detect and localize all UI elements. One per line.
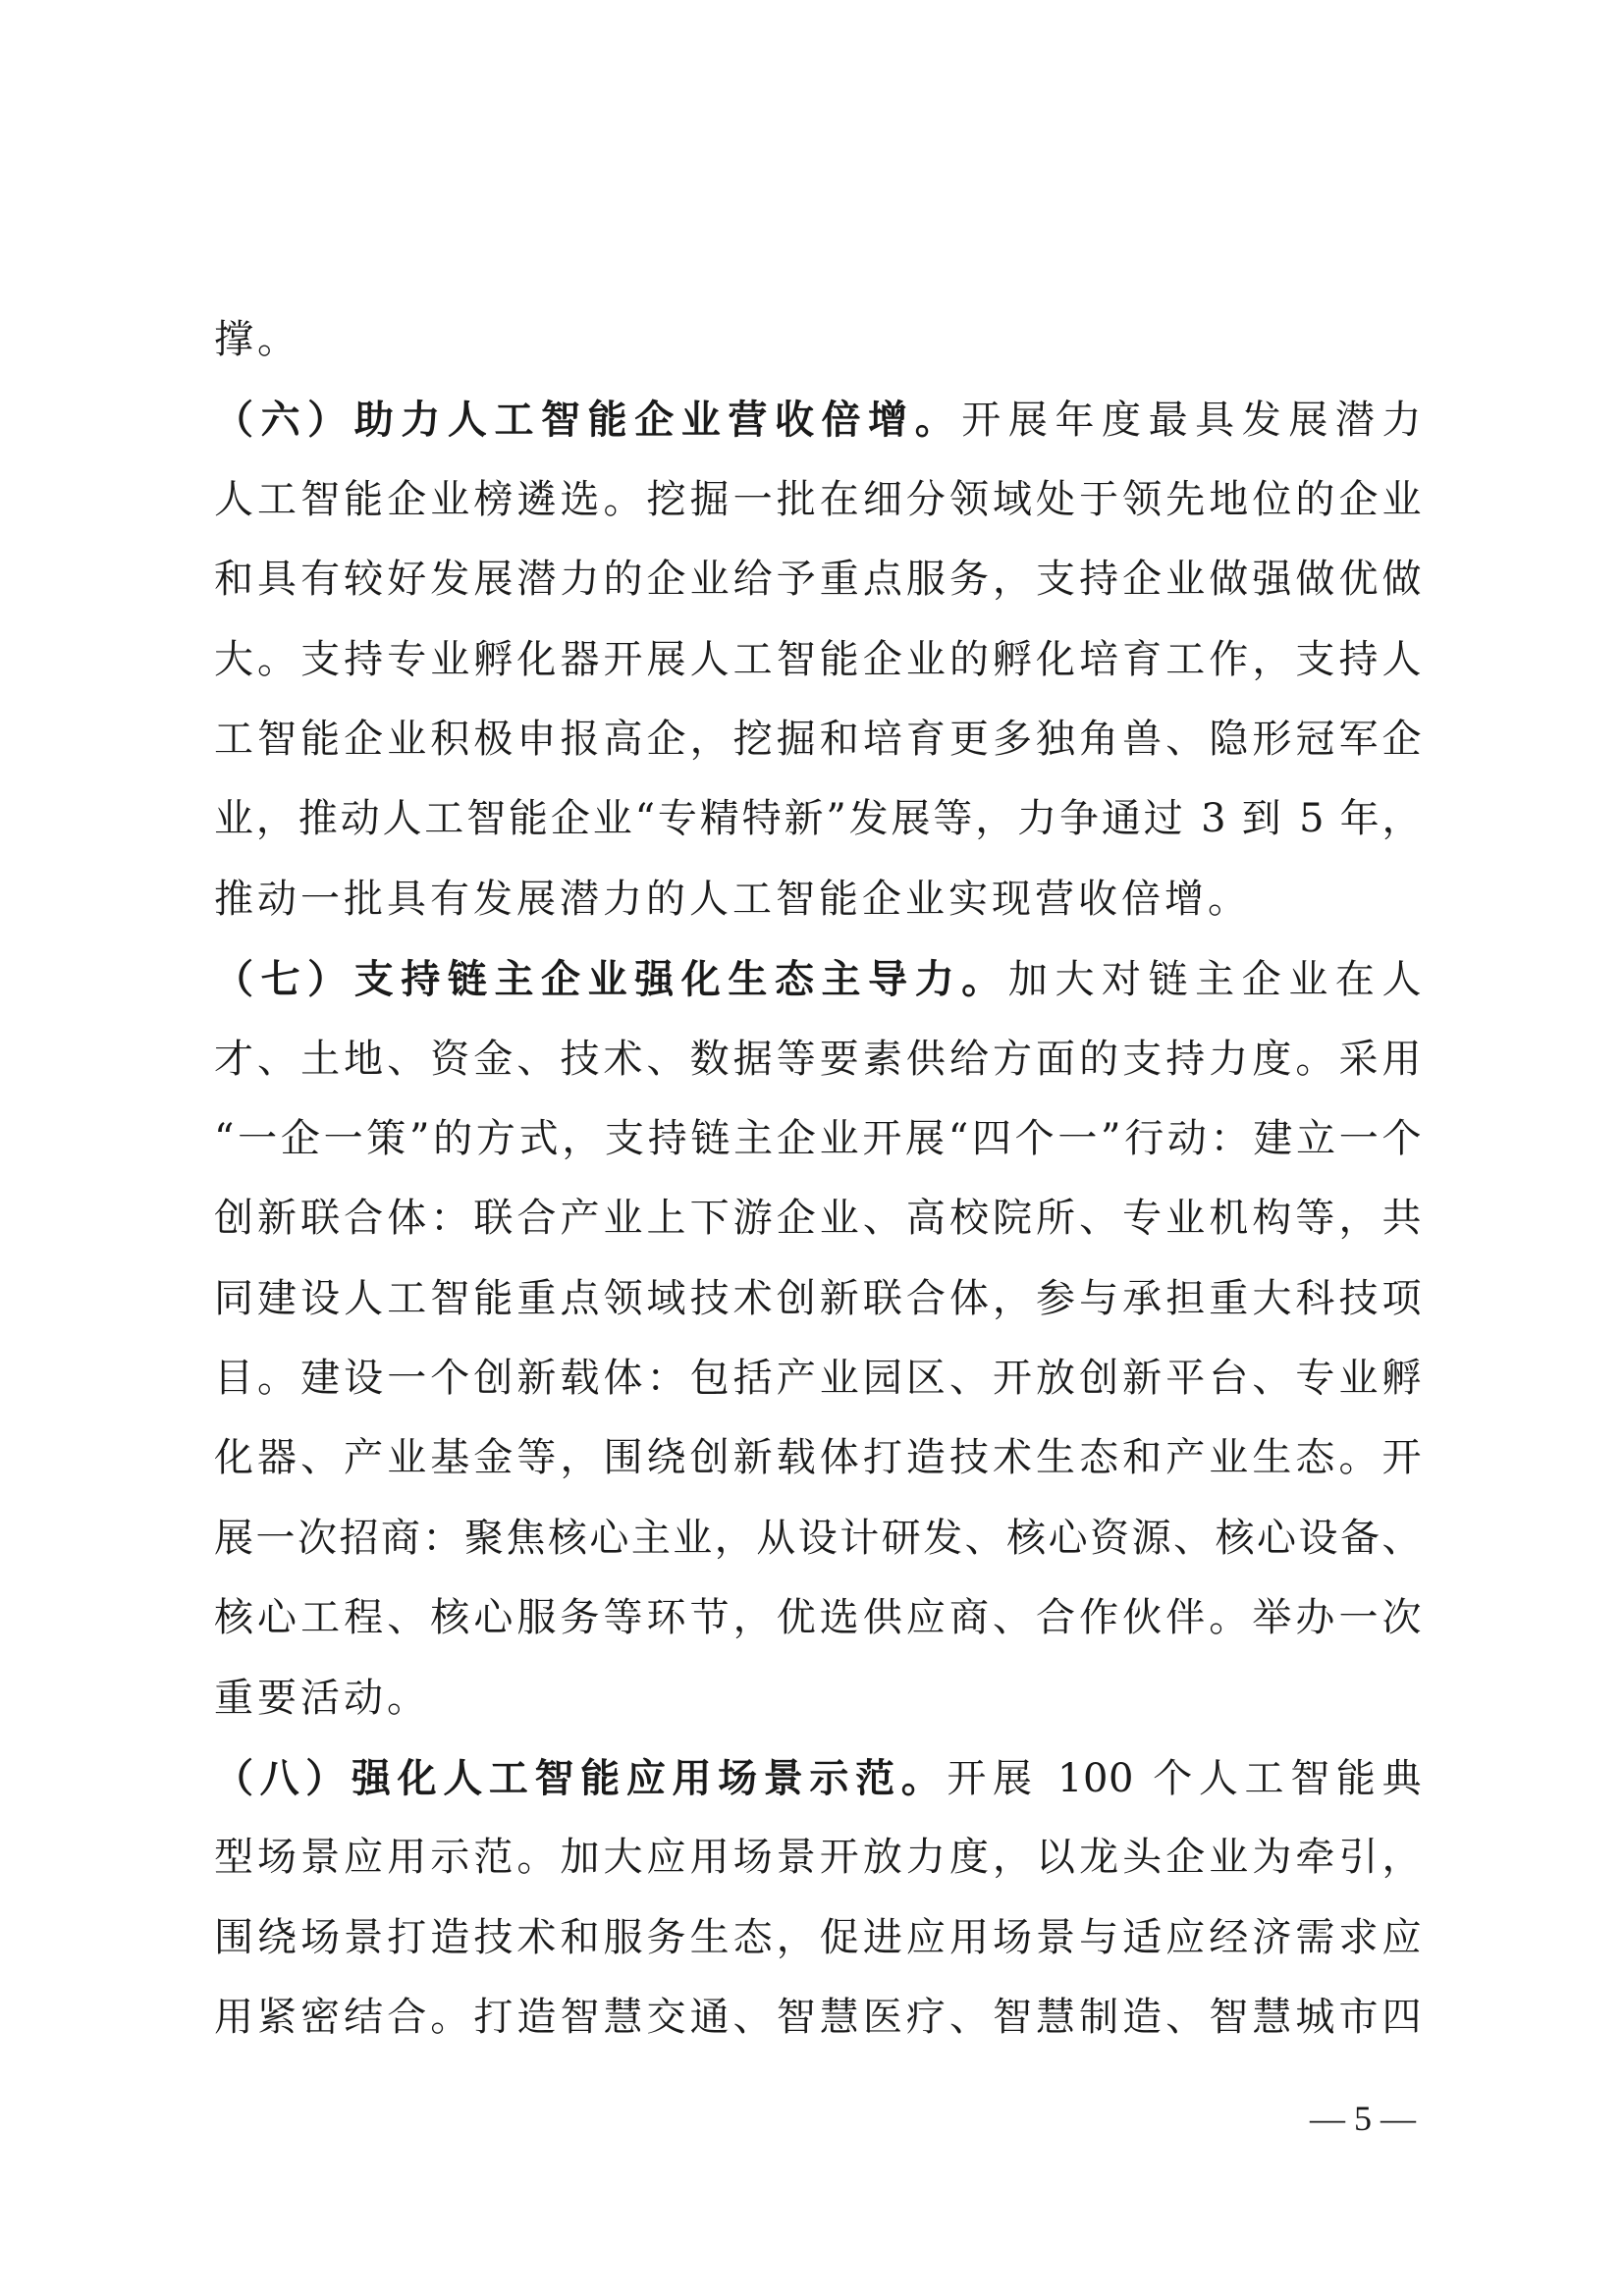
text-line <box>214 860 1422 939</box>
line-text: 才、土地、资金、技术、数据等要素供给方面的支持力度。采用 <box>214 1036 1422 1082</box>
text-line <box>214 700 1422 779</box>
line-text: 用紧密结合。打造智慧交通、智慧医疗、智慧制造、智慧城市四 <box>214 1995 1422 2041</box>
line-text: 撑。 <box>214 317 300 362</box>
line-text: 核心工程、核心服务等环节，优选供应商、合作伙伴。举办一次 <box>214 1595 1422 1641</box>
text-line <box>214 1418 1422 1498</box>
text-line <box>214 1659 1422 1738</box>
section-heading: （八）强化人工智能应用场景示范。 <box>214 1755 947 1802</box>
text-line <box>214 620 1422 700</box>
text-line <box>214 1020 1422 1099</box>
text-line <box>214 779 1422 859</box>
text-line <box>214 1179 1422 1258</box>
text-line <box>214 1259 1422 1339</box>
page-number: — 5 — <box>1310 2099 1416 2138</box>
text-line <box>214 1099 1422 1179</box>
text-line <box>214 1898 1422 1978</box>
line-text: 业，推动人工智能企业“专精特新”发展等，力争通过 3 到 5 年， <box>214 796 1422 842</box>
line-text: “一企一策”的方式，支持链主企业开展“四个一”行动：建立一个 <box>214 1115 1422 1161</box>
line-text: 开展 100 个人工智能典 <box>947 1756 1423 1802</box>
text-line <box>214 540 1422 619</box>
line-text: 加大对链主企业在人 <box>1007 957 1422 1003</box>
text-line <box>214 1499 1422 1578</box>
line-text: 围绕场景打造技术和服务生态，促进应用场景与适应经济需求应 <box>214 1914 1422 1960</box>
paragraph <box>214 1738 1422 2058</box>
line-text: 型场景应用示范。加大应用场景开放力度，以龙头企业为牵引， <box>214 1835 1422 1881</box>
paragraph <box>214 939 1422 1738</box>
line-text: 同建设人工智能重点领域技术创新联合体，参与承担重大科技项 <box>214 1275 1422 1321</box>
body-text <box>214 300 1422 2058</box>
line-text: 工智能企业积极申报高企，挖掘和培育更多独角兽、隐形冠军企 <box>214 716 1422 762</box>
text-line <box>214 1738 1422 1818</box>
section-heading: （七）支持链主企业强化生态主导力。 <box>214 956 1008 1003</box>
text-line <box>214 380 1422 459</box>
text-line <box>214 1978 1422 2057</box>
line-text: 推动一批具有发展潜力的人工智能企业实现营收倍增。 <box>214 876 1251 922</box>
text-line <box>214 300 1422 380</box>
line-text: 人工智能企业榜遴选。挖掘一批在细分领域处于领先地位的企业 <box>214 476 1422 522</box>
section-heading: （六）助力人工智能企业营收倍增。 <box>214 397 962 444</box>
paragraph <box>214 300 1422 380</box>
line-text: 创新联合体：联合产业上下游企业、高校院所、专业机构等，共 <box>214 1196 1422 1242</box>
text-line <box>214 1339 1422 1418</box>
line-text: 和具有较好发展潜力的企业给予重点服务，支持企业做强做优做 <box>214 557 1422 603</box>
line-text: 目。建设一个创新载体：包括产业园区、开放创新平台、专业孵 <box>214 1356 1422 1402</box>
line-text: 展一次招商：聚焦核心主业，从设计研发、核心资源、核心设备、 <box>214 1515 1422 1561</box>
line-text: 化器、产业基金等，围绕创新载体打造技术生态和产业生态。开 <box>214 1435 1422 1481</box>
line-text: 大。支持专业孵化器开展人工智能企业的孵化培育工作，支持人 <box>214 636 1422 682</box>
text-line <box>214 1578 1422 1658</box>
text-line <box>214 460 1422 540</box>
paragraph <box>214 380 1422 939</box>
line-text: 重要活动。 <box>214 1675 430 1721</box>
text-line <box>214 1818 1422 1897</box>
text-line <box>214 939 1422 1019</box>
line-text: 开展年度最具发展潜力 <box>961 398 1423 444</box>
